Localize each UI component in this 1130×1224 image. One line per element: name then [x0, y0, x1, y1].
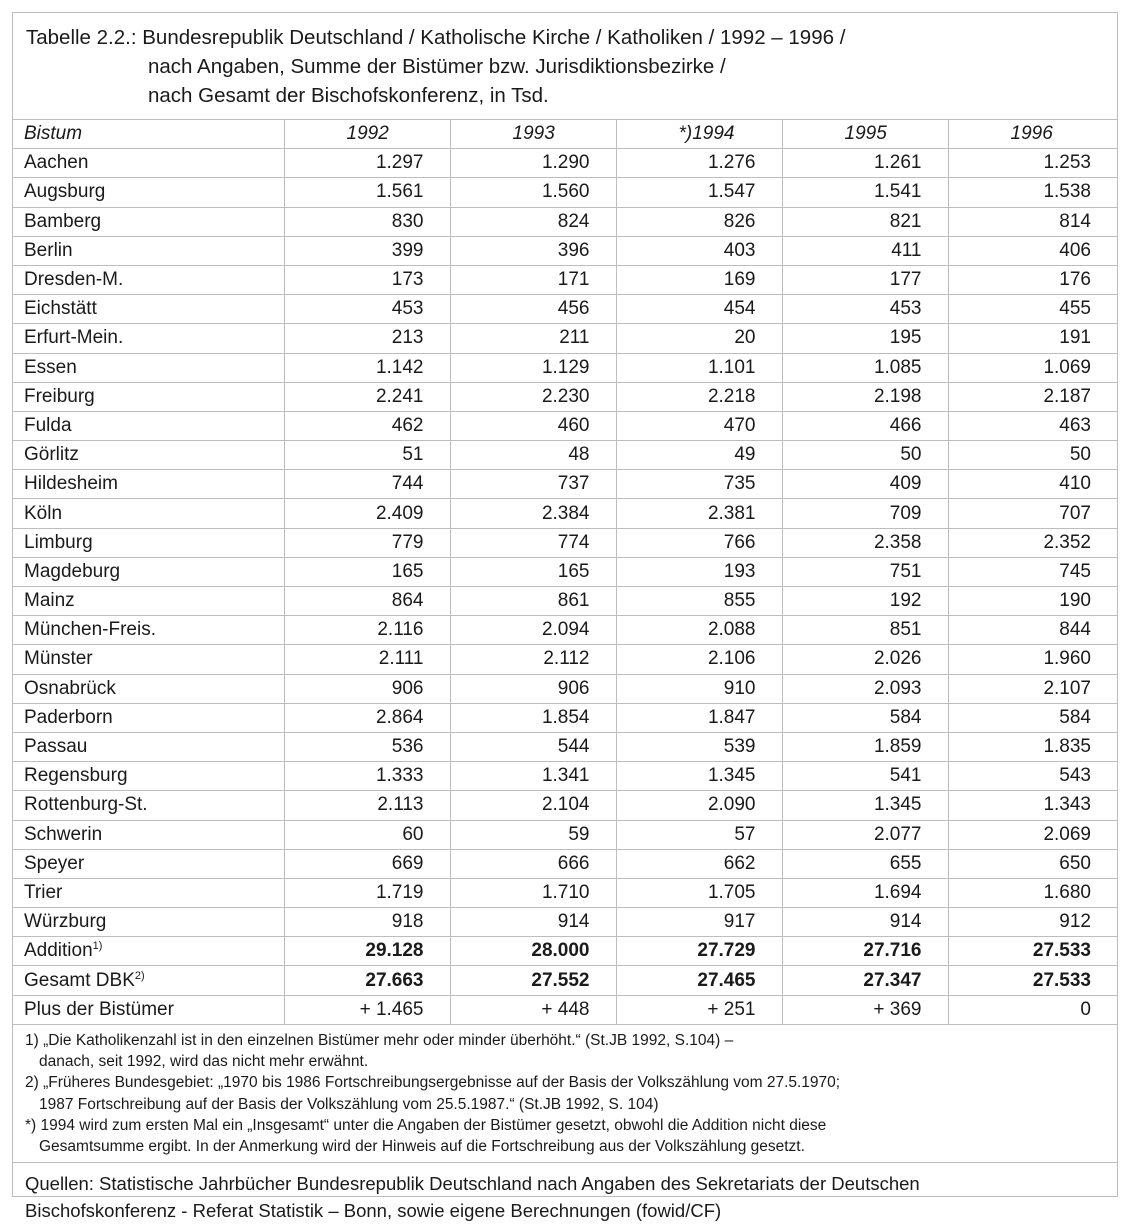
value-cell: 60: [284, 820, 450, 849]
value-cell: 191: [948, 324, 1117, 353]
value-cell: 470: [616, 411, 782, 440]
table-row: [13, 236, 1117, 265]
value-cell: 2.113: [284, 791, 450, 820]
row-label: Berlin: [13, 236, 284, 265]
summary-value-cell: 28.000: [450, 937, 616, 966]
value-cell: 1.541: [782, 178, 948, 207]
value-cell: 1.854: [450, 703, 616, 732]
footnote-text: 2) „Früheres Bundesgebiet: „1970 bis 1986 Fortschreibungsergebnisse auf der Basis der Volkszählung vom 27.5.1970;: [25, 1074, 841, 1092]
header-row: [13, 120, 1117, 149]
value-cell: 2.104: [450, 791, 616, 820]
value-cell: 824: [450, 207, 616, 236]
table-row: [13, 411, 1117, 440]
summary-value-cell: 27.663: [284, 966, 450, 995]
footnote-text: 1) „Die Katholikenzahl ist in den einzelnen Bistümer mehr oder minder überhöht.“ (St.JB 1992, S.104) –: [25, 1031, 734, 1049]
value-cell: 173: [284, 265, 450, 294]
header-year: 1995: [782, 120, 948, 149]
value-cell: 662: [616, 849, 782, 878]
footnote-marker: 1): [92, 940, 103, 953]
title-line-2: nach Angaben, Summe der Bistümer bzw. Jurisdiktionsbezirke /: [148, 55, 726, 78]
value-cell: 460: [450, 411, 616, 440]
value-cell: 1.261: [782, 149, 948, 178]
value-cell: 2.187: [948, 382, 1117, 411]
table-row: [13, 149, 1117, 178]
row-label: Paderborn: [13, 703, 284, 732]
table-row: [13, 587, 1117, 616]
summary-value-cell: 27.533: [948, 937, 1117, 966]
value-cell: 1.129: [450, 353, 616, 382]
value-cell: 917: [616, 908, 782, 937]
row-label: Köln: [13, 499, 284, 528]
value-cell: 211: [450, 324, 616, 353]
row-label: Fulda: [13, 411, 284, 440]
value-cell: 543: [948, 762, 1117, 791]
value-cell: 918: [284, 908, 450, 937]
value-cell: 1.538: [948, 178, 1117, 207]
value-cell: 914: [450, 908, 616, 937]
table-row: [13, 178, 1117, 207]
value-cell: 707: [948, 499, 1117, 528]
table-row: [13, 470, 1117, 499]
value-cell: 176: [948, 265, 1117, 294]
value-cell: 814: [948, 207, 1117, 236]
value-cell: 539: [616, 732, 782, 761]
table-row: [13, 528, 1117, 557]
value-cell: 1.547: [616, 178, 782, 207]
value-cell: 1.960: [948, 645, 1117, 674]
table-row: [13, 557, 1117, 586]
table-row: [13, 265, 1117, 294]
value-cell: 463: [948, 411, 1117, 440]
value-cell: 2.088: [616, 616, 782, 645]
value-cell: 171: [450, 265, 616, 294]
value-cell: 48: [450, 441, 616, 470]
value-cell: 735: [616, 470, 782, 499]
footnote-1: [25, 1030, 1117, 1073]
value-cell: 192: [782, 587, 948, 616]
table-row: [13, 674, 1117, 703]
value-cell: 1.343: [948, 791, 1117, 820]
value-cell: 456: [450, 295, 616, 324]
value-cell: 864: [284, 587, 450, 616]
value-cell: 454: [616, 295, 782, 324]
value-cell: 177: [782, 265, 948, 294]
value-cell: 20: [616, 324, 782, 353]
table-row: [13, 908, 1117, 937]
table-row: [13, 382, 1117, 411]
summary-row: [13, 937, 1117, 966]
value-cell: 1.253: [948, 149, 1117, 178]
table-row: [13, 820, 1117, 849]
table-row: [13, 762, 1117, 791]
value-cell: 1.297: [284, 149, 450, 178]
footnotes: [13, 1025, 1117, 1163]
row-label: Schwerin: [13, 820, 284, 849]
summary-value-cell: 0: [948, 995, 1117, 1024]
value-cell: 1.345: [616, 762, 782, 791]
row-label: Freiburg: [13, 382, 284, 411]
row-label: Eichstätt: [13, 295, 284, 324]
summary-label-text: Addition: [24, 940, 93, 962]
value-cell: 169: [616, 265, 782, 294]
value-cell: 190: [948, 587, 1117, 616]
value-cell: 2.107: [948, 674, 1117, 703]
table-row: [13, 295, 1117, 324]
value-cell: 399: [284, 236, 450, 265]
summary-value-cell: + 369: [782, 995, 948, 1024]
value-cell: 830: [284, 207, 450, 236]
sources-line-2: Bischofskonferenz - Referat Statistik – Bonn, sowie eigene Berechnungen (fowid/CF): [25, 1199, 722, 1221]
value-cell: 737: [450, 470, 616, 499]
value-cell: 2.111: [284, 645, 450, 674]
header-year: 1993: [450, 120, 616, 149]
value-cell: 409: [782, 470, 948, 499]
value-cell: 2.026: [782, 645, 948, 674]
table-row: [13, 441, 1117, 470]
row-label: Dresden-M.: [13, 265, 284, 294]
summary-value-cell: 27.347: [782, 966, 948, 995]
value-cell: 844: [948, 616, 1117, 645]
row-label: Limburg: [13, 528, 284, 557]
row-label: Passau: [13, 732, 284, 761]
summary-label: [13, 966, 284, 995]
value-cell: 453: [782, 295, 948, 324]
value-cell: 193: [616, 557, 782, 586]
value-cell: 2.241: [284, 382, 450, 411]
value-cell: 455: [948, 295, 1117, 324]
value-cell: 59: [450, 820, 616, 849]
summary-value-cell: 27.729: [616, 937, 782, 966]
value-cell: 165: [284, 557, 450, 586]
row-label: Magdeburg: [13, 557, 284, 586]
value-cell: 2.198: [782, 382, 948, 411]
value-cell: 1.069: [948, 353, 1117, 382]
title-line-3: nach Gesamt der Bischofskonferenz, in Tsd.: [148, 84, 549, 107]
value-cell: 1.847: [616, 703, 782, 732]
value-cell: 411: [782, 236, 948, 265]
value-cell: 1.345: [782, 791, 948, 820]
row-label: Aachen: [13, 149, 284, 178]
value-cell: 2.116: [284, 616, 450, 645]
value-cell: 1.085: [782, 353, 948, 382]
value-cell: 2.094: [450, 616, 616, 645]
table-row: [13, 849, 1117, 878]
summary-label: [13, 937, 284, 966]
value-cell: 709: [782, 499, 948, 528]
value-cell: 655: [782, 849, 948, 878]
value-cell: 821: [782, 207, 948, 236]
value-cell: 466: [782, 411, 948, 440]
footnote-text: *) 1994 wird zum ersten Mal ein „Insgesamt“ unter die Angaben der Bistümer gesetzt, obwohl die Addition nicht diese: [25, 1117, 827, 1134]
value-cell: 1.694: [782, 878, 948, 907]
value-cell: 2.381: [616, 499, 782, 528]
value-cell: 744: [284, 470, 450, 499]
value-cell: 396: [450, 236, 616, 265]
row-label: Görlitz: [13, 441, 284, 470]
value-cell: 650: [948, 849, 1117, 878]
value-cell: 406: [948, 236, 1117, 265]
row-label: Trier: [13, 878, 284, 907]
value-cell: 213: [284, 324, 450, 353]
value-cell: 2.112: [450, 645, 616, 674]
value-cell: 1.680: [948, 878, 1117, 907]
value-cell: 1.561: [284, 178, 450, 207]
value-cell: 1.276: [616, 149, 782, 178]
header-year: *)1994: [616, 120, 782, 149]
row-label: Hildesheim: [13, 470, 284, 499]
value-cell: 403: [616, 236, 782, 265]
table-title: [13, 13, 1117, 120]
footnote-marker: 2): [134, 969, 145, 982]
value-cell: 2.358: [782, 528, 948, 557]
value-cell: 906: [450, 674, 616, 703]
value-cell: 2.409: [284, 499, 450, 528]
value-cell: 584: [782, 703, 948, 732]
value-cell: 861: [450, 587, 616, 616]
footnote-3: [25, 1115, 1117, 1158]
row-label: Bamberg: [13, 207, 284, 236]
summary-value-cell: 27.552: [450, 966, 616, 995]
summary-value-cell: 29.128: [284, 937, 450, 966]
summary-value-cell: 27.465: [616, 966, 782, 995]
value-cell: 1.705: [616, 878, 782, 907]
value-cell: 2.218: [616, 382, 782, 411]
value-cell: 855: [616, 587, 782, 616]
value-cell: 541: [782, 762, 948, 791]
value-cell: 1.710: [450, 878, 616, 907]
value-cell: 584: [948, 703, 1117, 732]
summary-value-cell: 27.716: [782, 937, 948, 966]
summary-value-cell: + 1.465: [284, 995, 450, 1024]
summary-label-text: Gesamt DBK: [24, 969, 135, 991]
row-label: Speyer: [13, 849, 284, 878]
table-row: [13, 791, 1117, 820]
table-row: [13, 878, 1117, 907]
value-cell: 453: [284, 295, 450, 324]
data-table: [13, 120, 1117, 1025]
value-cell: 2.077: [782, 820, 948, 849]
value-cell: 50: [782, 441, 948, 470]
table-row: [13, 703, 1117, 732]
table-body: [13, 149, 1117, 1025]
value-cell: 2.090: [616, 791, 782, 820]
value-cell: 766: [616, 528, 782, 557]
value-cell: 2.069: [948, 820, 1117, 849]
table-row: [13, 645, 1117, 674]
footnote-2: [25, 1072, 1117, 1115]
row-label: Rottenburg-St.: [13, 791, 284, 820]
table-row: [13, 207, 1117, 236]
header-year: 1992: [284, 120, 450, 149]
value-cell: 1.560: [450, 178, 616, 207]
row-label: Augsburg: [13, 178, 284, 207]
value-cell: 666: [450, 849, 616, 878]
value-cell: 51: [284, 441, 450, 470]
summary-label-text: Plus der Bistümer: [24, 998, 174, 1020]
value-cell: 544: [450, 732, 616, 761]
value-cell: 779: [284, 528, 450, 557]
summary-row: [13, 995, 1117, 1024]
value-cell: 851: [782, 616, 948, 645]
value-cell: 1.333: [284, 762, 450, 791]
value-cell: 2.106: [616, 645, 782, 674]
row-label: Würzburg: [13, 908, 284, 937]
footnote-continuation: 1987 Fortschreibung auf der Basis der Volkszählung vom 25.5.1987.“ (St.JB 1992, S. 104): [39, 1095, 659, 1113]
sources: [13, 1163, 1117, 1224]
value-cell: 410: [948, 470, 1117, 499]
value-cell: 1.290: [450, 149, 616, 178]
value-cell: 912: [948, 908, 1117, 937]
value-cell: 669: [284, 849, 450, 878]
value-cell: 1.101: [616, 353, 782, 382]
table-row: [13, 353, 1117, 382]
value-cell: 906: [284, 674, 450, 703]
value-cell: 774: [450, 528, 616, 557]
footnote-continuation: Gesamtsumme ergibt. In der Anmerkung wird der Hinweis auf die Fortschreibung aus der Volkszählung gesetzt.: [39, 1138, 805, 1156]
header-bistum: Bistum: [13, 120, 284, 149]
value-cell: 2.352: [948, 528, 1117, 557]
value-cell: 57: [616, 820, 782, 849]
value-cell: 462: [284, 411, 450, 440]
row-label: Mainz: [13, 587, 284, 616]
title-line-1: Tabelle 2.2.: Bundesrepublik Deutschland / Katholische Kirche / Katholiken / 1992 – 1996 /: [26, 26, 846, 49]
row-label: Osnabrück: [13, 674, 284, 703]
value-cell: 2.384: [450, 499, 616, 528]
value-cell: 1.142: [284, 353, 450, 382]
value-cell: 536: [284, 732, 450, 761]
value-cell: 2.864: [284, 703, 450, 732]
table-document: [12, 12, 1118, 1221]
value-cell: 1.341: [450, 762, 616, 791]
summary-value-cell: + 251: [616, 995, 782, 1024]
value-cell: 49: [616, 441, 782, 470]
value-cell: 1.835: [948, 732, 1117, 761]
value-cell: 910: [616, 674, 782, 703]
footnote-continuation: danach, seit 1992, wird das nicht mehr erwähnt.: [39, 1053, 369, 1071]
table-row: [13, 499, 1117, 528]
table-row: [13, 732, 1117, 761]
table-row: [13, 324, 1117, 353]
value-cell: 195: [782, 324, 948, 353]
summary-label: [13, 995, 284, 1024]
value-cell: 50: [948, 441, 1117, 470]
value-cell: 914: [782, 908, 948, 937]
sources-line-1: Quellen: Statistische Jahrbücher Bundesrepublik Deutschland nach Angaben des Sekretariats der Deutschen: [25, 1172, 920, 1194]
row-label: München-Freis.: [13, 616, 284, 645]
row-label: Erfurt-Mein.: [13, 324, 284, 353]
value-cell: 2.230: [450, 382, 616, 411]
value-cell: 1.859: [782, 732, 948, 761]
value-cell: 165: [450, 557, 616, 586]
value-cell: 745: [948, 557, 1117, 586]
summary-value-cell: + 448: [450, 995, 616, 1024]
table-row: [13, 616, 1117, 645]
header-year: 1996: [948, 120, 1117, 149]
summary-value-cell: 27.533: [948, 966, 1117, 995]
summary-row: [13, 966, 1117, 995]
value-cell: 826: [616, 207, 782, 236]
value-cell: 751: [782, 557, 948, 586]
row-label: Essen: [13, 353, 284, 382]
row-label: Regensburg: [13, 762, 284, 791]
row-label: Münster: [13, 645, 284, 674]
value-cell: 1.719: [284, 878, 450, 907]
value-cell: 2.093: [782, 674, 948, 703]
